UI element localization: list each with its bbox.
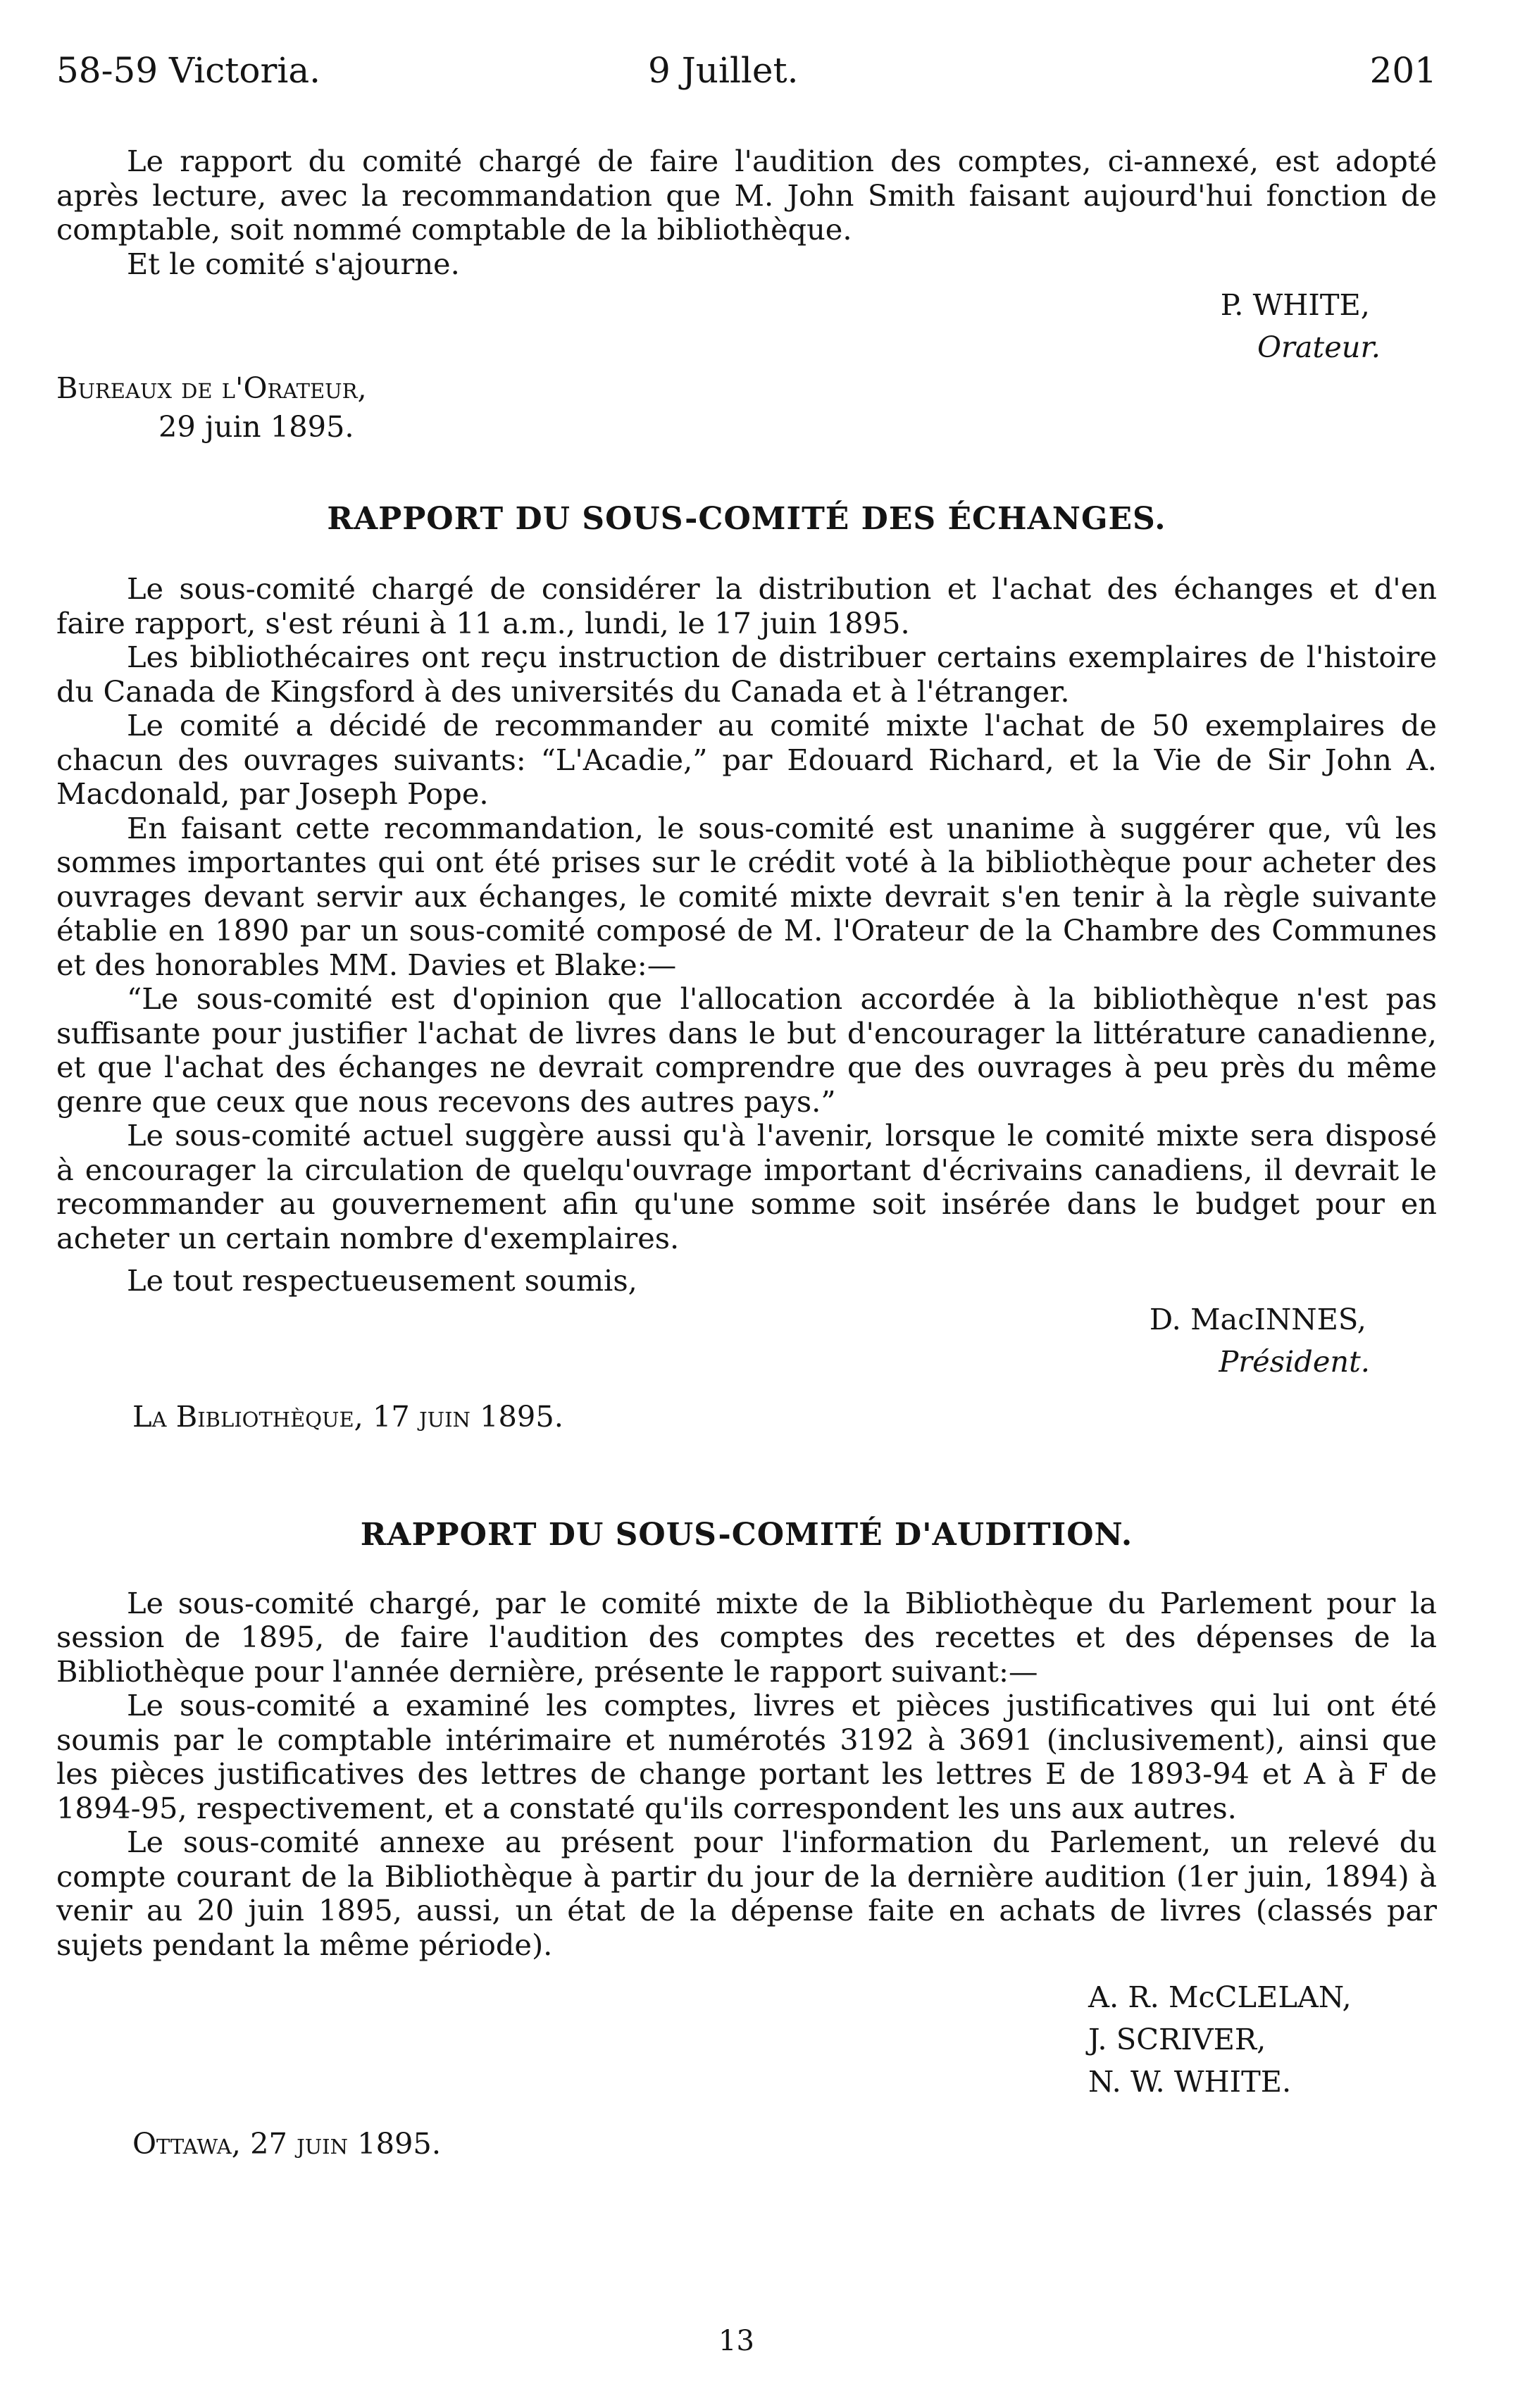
signature-title: Président. xyxy=(1219,1343,1370,1379)
section-heading-echanges: RAPPORT DU SOUS-COMITÉ DES ÉCHANGES. xyxy=(327,501,1166,537)
intro-adjourn: Et le comité s'ajourne. xyxy=(127,246,460,281)
page-body xyxy=(56,144,1437,2163)
audition-paragraph: Le sous-comité a examiné les comptes, livres et pièces justificatives qui lui ont été soumis par le comptable intérimaire et numérotés 3192 à 3691 (inclusivement), ainsi que les pièces justificatives des lettres de change portant les lettres E de 1893-94 et A à F de 1894-95, respectivement, et a constaté qu'ils correspondent les uns aux autres. xyxy=(56,1688,1437,1825)
audition-place-date: Ottawa, 27 juin 1895. xyxy=(132,2126,442,2161)
page-number-bottom: 13 xyxy=(718,2325,754,2357)
echanges-paragraph: En faisant cette recommandation, le sous-comité est unanime à suggérer que, vû les sommes importantes qui ont été prises sur le crédit voté à la bibliothèque pour acheter des ouvrages devant servir aux échanges, le comité mixte devrait s'en tenir à la règle suivante établie en 1890 par un sous-comité composé de M. l'Orateur de la Chambre des Communes et des honorables MM. Davies et Blake:— xyxy=(56,810,1437,982)
place-line: Bureaux de l'Orateur, xyxy=(56,371,367,405)
running-head-date: 9 Juillet. xyxy=(648,50,799,91)
intro-paragraph: Le rapport du comité chargé de faire l'audition des comptes, ci-annexé, est adopté après lecture, avec la recommandation que M. John Smith faisant aujourd'hui fonction de comptable, soit nommé comptable de la bibliothèque. xyxy=(56,144,1437,247)
echanges-paragraph: Le sous-comité actuel suggère aussi qu'à l'avenir, lorsque le comité mixte sera disposé à encourager la circulation de quelqu'ouvrage important d'écrivains canadiens, il devrait le recommander au gouvernement afin qu'une somme soit insérée dans le budget pour en acheter un certain nombre d'exemplaires. xyxy=(56,1118,1437,1255)
running-head-session: 58-59 Victoria. xyxy=(56,50,321,91)
signature-name: N. W. WHITE. xyxy=(1088,2064,1292,2099)
signature-name: D. MacINNES, xyxy=(1149,1301,1366,1336)
section-heading-audition: RAPPORT DU SOUS-COMITÉ D'AUDITION. xyxy=(360,1516,1133,1553)
page-number-top: 201 xyxy=(1369,50,1437,91)
president-signature xyxy=(56,1298,1437,1383)
signature-name: P. WHITE, xyxy=(1220,287,1370,322)
audition-paragraph: Le sous-comité chargé, par le comité mixte de la Bibliothèque du Parlement pour la session de 1895, de faire l'audition des comptes des recettes et des dépenses de la Bibliothèque pour l'année dernière, présente le rapport suivant:— xyxy=(56,1585,1437,1689)
audition-signatures xyxy=(56,1976,1437,2103)
echanges-closing: Le tout respectueusement soumis, xyxy=(127,1263,637,1298)
signature-name: J. SCRIVER, xyxy=(1088,2022,1266,2056)
audition-paragraph: Le sous-comité annexe au présent pour l'information du Parlement, un relevé du compte courant de la Bibliothèque à partir du jour de la dernière audition (1er juin, 1894) à venir au 20 juin 1895, aussi, un état de la dépense faite en achats de livres (classés par sujets pendant la même période). xyxy=(56,1825,1437,1962)
echanges-quote: “Le sous-comité est d'opinion que l'allocation accordée à la bibliothèque n'est pas suffisante pour justifier l'achat de livres dans le but d'encourager la littérature canadienne, et que l'achat des échanges ne devrait comprendre que des ouvrages à peu près du même genre que ceux que nous recevons des autres pays.” xyxy=(56,981,1437,1119)
echanges-place-date: La Bibliothèque, 17 juin 1895. xyxy=(132,1398,563,1434)
running-head xyxy=(56,49,1437,92)
signature-title: Orateur. xyxy=(1257,330,1381,364)
echanges-paragraph: Les bibliothécaires ont reçu instruction de distribuer certains exemplaires de l'histoire du Canada de Kingsford à des universités du Canada et à l'étranger. xyxy=(56,640,1437,709)
signature-name: A. R. McCLELAN, xyxy=(1088,1980,1352,2014)
date-line: 29 juin 1895. xyxy=(158,409,354,444)
echanges-paragraph: Le sous-comité chargé de considérer la distribution et l'achat des échanges et d'en faire rapport, s'est réuni à 11 a.m., lundi, le 17 juin 1895. xyxy=(56,571,1437,640)
echanges-paragraph: Le comité a décidé de recommander au comité mixte l'achat de 50 exemplaires de chacun des ouvrages suivants: “L'Acadie,” par Edouard Richard, et la Vie de Sir John A. Macdonald, par Joseph Pope. xyxy=(56,708,1437,811)
orateur-signature xyxy=(56,284,1437,368)
intro-place-date xyxy=(56,368,1437,446)
